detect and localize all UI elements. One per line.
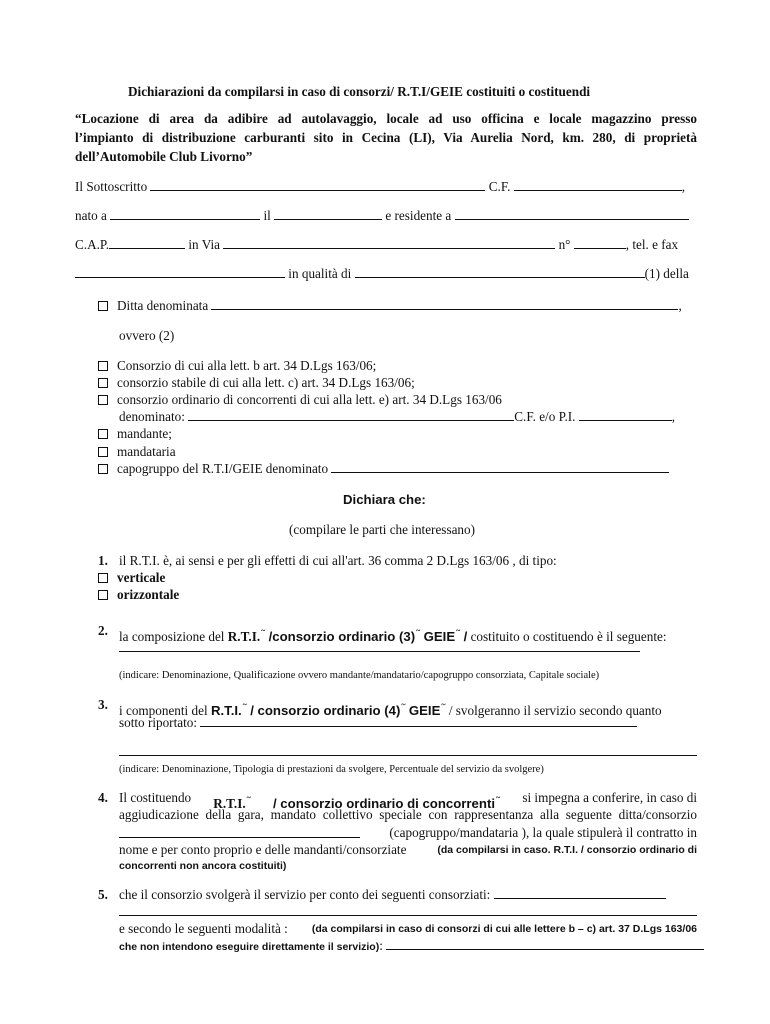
ditta-checkbox[interactable] xyxy=(98,301,108,311)
text: che il consorzio svolgerà il servizio per conto dei seguenti consorziati: xyxy=(119,887,491,902)
option-label: Consorzio di cui alla lett. b art. 34 D.Lgs 163/06; xyxy=(117,358,377,373)
denominato-label: denominato: xyxy=(119,409,185,424)
consorzio-label: / consorzio ordinario di concorrenti xyxy=(272,796,495,811)
item-3-number: 3. xyxy=(98,697,108,712)
residenza-field[interactable] xyxy=(455,208,689,220)
denominato-row xyxy=(119,409,675,425)
ditta-row xyxy=(98,298,682,314)
consorziati-field[interactable] xyxy=(494,887,666,899)
item-3-note: (indicare: Denominazione, Tipologia di prestazioni da svolgere, Percentuale del servizio da svolgere) xyxy=(119,764,544,775)
document-title: Dichiarazioni da compilarsi in caso di consorzi/ R.T.I/GEIE costituiti o costituendi xyxy=(128,84,591,99)
footnote-mark: ~ xyxy=(242,700,247,709)
text: sotto riportato: xyxy=(119,715,198,730)
qualita-row xyxy=(75,266,689,282)
nominativo-field[interactable] xyxy=(75,266,285,278)
item-1-text: il R.T.I. è, ai sensi e per gli effetti di cui all'art. 36 comma 2 D.Lgs 163/06 , di tipo: xyxy=(119,553,557,568)
denominato-field[interactable] xyxy=(188,409,514,421)
role-label: mandante; xyxy=(117,426,172,441)
footnote-mark: ~ xyxy=(246,793,251,802)
footnote-mark: ~ xyxy=(416,626,421,635)
text: costituito o costituendo è il seguente: xyxy=(470,629,667,644)
item-2-field[interactable] xyxy=(119,651,640,652)
bold-note: che non intendono eseguire direttamente il servizio) xyxy=(119,941,380,953)
text: nome e per conto proprio e delle mandanti/consorziate xyxy=(119,842,407,857)
ditta-field[interactable] xyxy=(211,298,678,310)
cf-label: C.F. xyxy=(488,179,511,194)
rti-label: R.T.I. xyxy=(210,703,242,718)
option-label: verticale xyxy=(117,570,166,585)
item-3-field-2[interactable] xyxy=(119,755,697,756)
bold-note: (da compilarsi in caso. R.T.I. / consorzio ordinario di xyxy=(437,844,697,856)
mandataria-checkbox[interactable] xyxy=(98,447,108,457)
dichiara-heading: Dichiara che: xyxy=(343,492,426,507)
capogruppo-mandataria-field[interactable] xyxy=(119,825,360,838)
option-label: consorzio ordinario di concorrenti di cui alla lett. e) art. 34 D.Lgs 163/06 xyxy=(117,392,502,407)
item-5-line-4 xyxy=(119,938,704,955)
il-label: il xyxy=(263,208,271,223)
item-1-option-verticale xyxy=(98,570,165,586)
item-5-text xyxy=(119,887,666,903)
capogruppo-field[interactable] xyxy=(331,461,669,473)
orizzontale-checkbox[interactable] xyxy=(98,590,108,600)
verticale-checkbox[interactable] xyxy=(98,573,108,583)
item-4-line-2: aggiudicazione della gara, mandato collettivo speciale con rappresentanza alla seguente ditta/consorzio xyxy=(119,807,697,822)
footnote-mark: ~ xyxy=(401,700,406,709)
slash: / xyxy=(463,629,468,644)
item-1-option-orizzontale xyxy=(98,587,179,603)
cf-pi-label: C.F. e/o P.I. xyxy=(514,409,576,424)
role-mandataria xyxy=(98,444,176,460)
option-consorzio-c xyxy=(98,375,415,391)
nato-a-label: nato a xyxy=(75,208,107,223)
mandante-checkbox[interactable] xyxy=(98,429,108,439)
compilare-note: (compilare le parti che interessano) xyxy=(289,522,476,537)
numero-label: n° xyxy=(558,237,571,252)
geie-label: GEIE xyxy=(408,703,441,718)
text: e secondo le seguenti modalità : xyxy=(119,921,288,936)
text: i componenti del xyxy=(119,703,208,718)
consorzio-label: /consorzio ordinario (3) xyxy=(268,629,416,644)
indirizzo-row xyxy=(75,237,678,253)
rti-label: R.T.I. xyxy=(227,629,261,644)
option-label: orizzontale xyxy=(117,587,180,602)
consorzio-label: / consorzio ordinario (4) xyxy=(250,703,401,718)
text: (capogruppo/mandataria ), la quale stipulerà il contratto in xyxy=(389,825,697,840)
option-consorzio-b-checkbox[interactable] xyxy=(98,361,108,371)
footnote-mark: ~ xyxy=(496,793,501,802)
data-nascita-field[interactable] xyxy=(274,208,382,220)
role-capogruppo xyxy=(98,461,669,477)
subject-line-2: l’impianto di distribuzione carburanti sito in Cecina (LI), Via Aurelia Nord, km. 280, di proprietà xyxy=(75,130,697,145)
ditta-label: Ditta denominata xyxy=(117,298,209,313)
cf-pi-field[interactable] xyxy=(579,409,672,421)
cap-label: C.A.P. xyxy=(75,237,110,252)
comma: , xyxy=(681,179,686,194)
consorziati-field-2[interactable] xyxy=(119,915,697,916)
nascita-row xyxy=(75,208,689,224)
qualita-field[interactable] xyxy=(355,266,645,278)
item-5-number: 5. xyxy=(98,887,108,902)
tel-fax-label: , tel. e fax xyxy=(625,237,679,252)
sottoscritto-row xyxy=(75,179,685,195)
qualita-label: in qualità di xyxy=(288,266,352,281)
item-4-number: 4. xyxy=(98,790,108,805)
text: Il costituendo xyxy=(119,790,192,805)
role-mandante xyxy=(98,426,172,442)
item-2-note: (indicare: Denominazione, Qualificazione ovvero mandante/mandatario/capogruppo consorziata, Capitale sociale) xyxy=(119,670,600,681)
option-consorzio-e-checkbox[interactable] xyxy=(98,395,108,405)
option-label: consorzio stabile di cui alla lett. c) art. 34 D.Lgs 163/06; xyxy=(117,375,415,390)
text: si impegna a conferire, in caso di xyxy=(522,790,697,805)
item-2-text xyxy=(119,623,697,645)
item-4-line-3 xyxy=(119,825,697,841)
della-label: (1) della xyxy=(644,266,689,281)
footnote-mark: ~ xyxy=(261,626,266,635)
item-4-line-4 xyxy=(119,842,697,858)
ovvero-label: ovvero (2) xyxy=(119,328,175,343)
cf-field[interactable] xyxy=(514,179,682,191)
footnote-mark: ~ xyxy=(441,700,446,709)
item-2-number: 2. xyxy=(98,623,108,638)
subject-line-3: dell’Automobile Club Livorno” xyxy=(75,149,253,164)
role-label: capogruppo del R.T.I/GEIE denominato xyxy=(117,461,329,476)
option-consorzio-c-checkbox[interactable] xyxy=(98,378,108,388)
item-4-line-5: concorrenti non ancora costituiti) xyxy=(119,860,287,872)
comma: , xyxy=(678,298,682,313)
item-1-number: 1. xyxy=(98,553,108,568)
sottoscritto-label: Il Sottoscritto xyxy=(75,179,148,194)
item-3-field[interactable] xyxy=(200,715,637,727)
footnote-mark: ~ xyxy=(456,626,461,635)
item-3-line-2 xyxy=(119,715,637,731)
bold-note: (da compilarsi in caso di consorzi di cui alle lettere b – c) art. 37 D.Lgs 163/06 xyxy=(311,923,697,935)
colon: : xyxy=(379,938,383,953)
via-field[interactable] xyxy=(223,237,555,249)
subject-line-1: “Locazione di area da adibire ad autolavaggio, locale ad uso officina e locale magazzino presso xyxy=(75,111,697,126)
text: la composizione del xyxy=(119,629,225,644)
rti-label: R.T.I. xyxy=(213,796,246,811)
nato-a-field[interactable] xyxy=(110,208,260,220)
residente-label: e residente a xyxy=(385,208,452,223)
role-label: mandataria xyxy=(117,444,176,459)
geie-label: GEIE xyxy=(423,629,456,644)
option-consorzio-e xyxy=(98,392,502,408)
text: / svolgeranno il servizio secondo quanto xyxy=(448,703,662,718)
numero-field[interactable] xyxy=(574,237,626,249)
capogruppo-checkbox[interactable] xyxy=(98,464,108,474)
item-5-line-3 xyxy=(119,921,697,937)
modalita-field[interactable] xyxy=(386,938,704,950)
cap-field[interactable] xyxy=(109,237,185,249)
option-consorzio-b xyxy=(98,358,376,374)
sottoscritto-field[interactable] xyxy=(150,179,485,191)
comma: , xyxy=(671,409,676,424)
via-label: in Via xyxy=(188,237,220,252)
